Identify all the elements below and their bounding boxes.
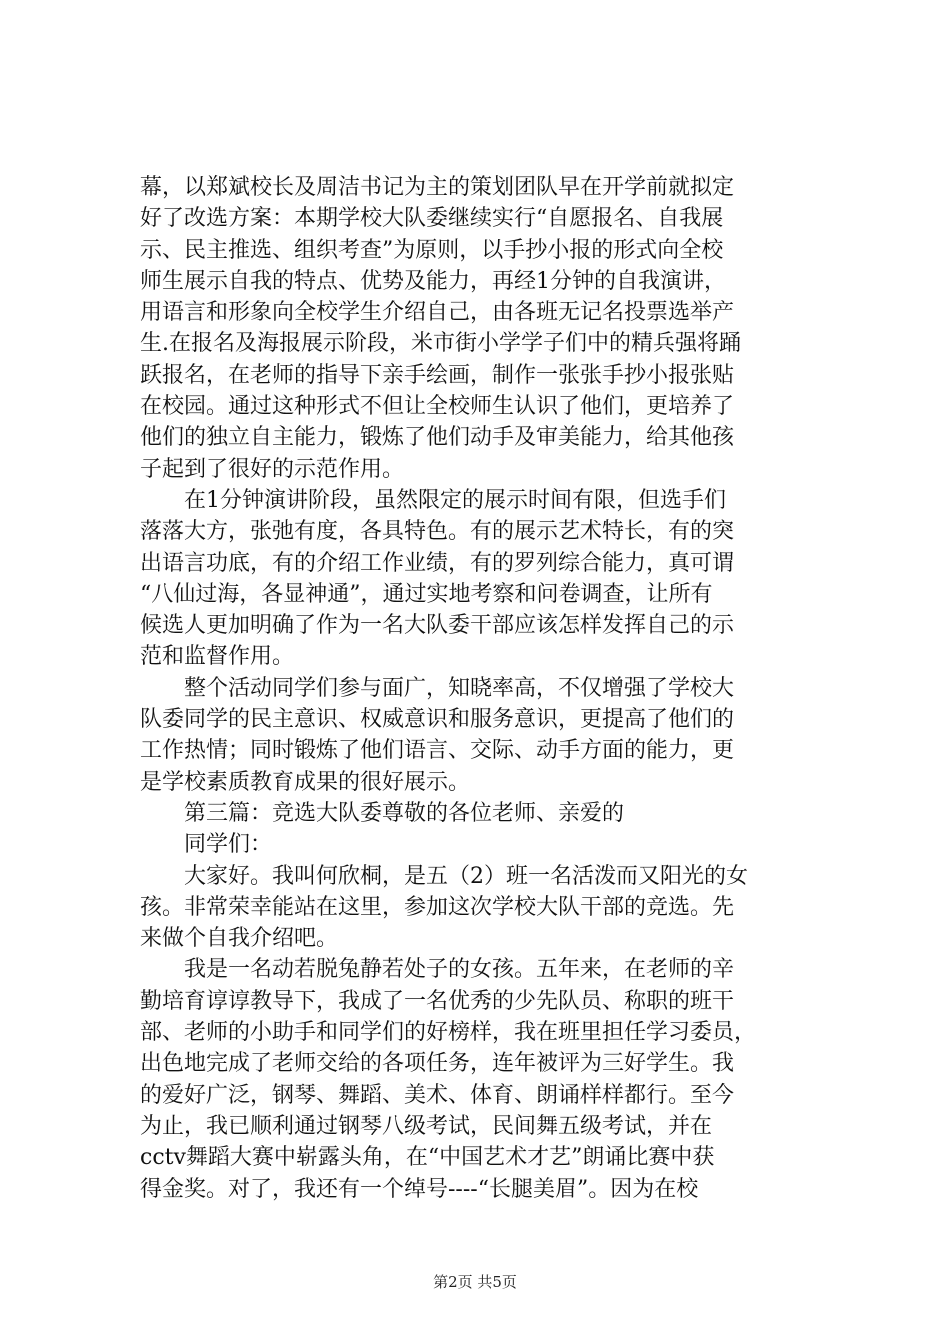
document-body bbox=[140, 172, 840, 1205]
text-line: 生.在报名及海报展示阶段，米市街小学学子们中的精兵强将踊 bbox=[140, 331, 741, 357]
text-line: 整个活动同学们参与面广，知晓率高，不仅增强了学校大 bbox=[140, 675, 735, 701]
text-line: 幕，以郑斌校长及周洁书记为主的策划团队早在开学前就拟定 bbox=[140, 175, 735, 200]
text-line: 在校园。通过这种形式不但让全校师生认识了他们，更培养了 bbox=[140, 394, 735, 420]
text-line: “八仙过海，各显神通”，通过实地考察和问卷调查，让所有 bbox=[140, 581, 713, 607]
text-line: 孩。非常荣幸能站在这里，参加这次学校大队干部的竞选。先 bbox=[140, 894, 735, 920]
text-line: 用语言和形象向全校学生介绍自己，由各班无记名投票选举产 bbox=[140, 300, 735, 326]
page-footer bbox=[0, 1272, 950, 1292]
text-line: cctv舞蹈大赛中崭露头角，在“中国艺术才艺”朗诵比赛中获 bbox=[140, 1145, 715, 1171]
text-line: 师生展示自我的特点、优势及能力，再经1分钟的自我演讲， bbox=[140, 268, 726, 294]
text-line: 候选人更加明确了作为一名大队委干部应该怎样发挥自己的示 bbox=[140, 613, 735, 639]
text-line: 出色地完成了老师交给的各项任务，连年被评为三好学生。我 bbox=[140, 1051, 735, 1077]
text-line: 队委同学的民主意识、权威意识和服务意识，更提高了他们的 bbox=[140, 707, 735, 733]
text-line: 跃报名，在老师的指导下亲手绘画，制作一张张手抄小报张贴 bbox=[140, 362, 735, 388]
text-line: 好了改选方案：本期学校大队委继续实行“自愿报名、自我展 bbox=[140, 206, 724, 232]
section-heading: 第三篇：竞选大队委尊敬的各位老师、亲爱的 bbox=[140, 800, 625, 826]
text-line: 在1分钟演讲阶段，虽然限定的展示时间有限，但选手们 bbox=[140, 487, 726, 513]
text-line: 出语言功底，有的介绍工作业绩，有的罗列综合能力，真可谓 bbox=[140, 550, 735, 576]
page-number-label: 第2页 共5页 bbox=[433, 1273, 517, 1291]
text-line: 的爱好广泛，钢琴、舞蹈、美术、体育、朗诵样样都行。至今 bbox=[140, 1082, 735, 1108]
text-line: 我是一名动若脱兔静若处子的女孩。五年来，在老师的辛 bbox=[140, 957, 735, 983]
text-line: 子起到了很好的示范作用。 bbox=[140, 456, 405, 482]
text-line: 是学校素质教育成果的很好展示。 bbox=[140, 769, 471, 795]
text-line: 他们的独立自主能力，锻炼了他们动手及审美能力，给其他孩 bbox=[140, 425, 735, 451]
text-line: 大家好。我叫何欣桐，是五（2）班一名活泼而又阳光的女 bbox=[140, 863, 748, 889]
text-line: 示、民主推选、组织考查”为原则，以手抄小报的形式向全校 bbox=[140, 237, 724, 263]
text-line: 落落大方，张弛有度，各具特色。有的展示艺术特长，有的突 bbox=[140, 519, 735, 545]
text-line: 部、老师的小助手和同学们的好榜样，我在班里担任学习委员， bbox=[140, 1020, 757, 1046]
text-line: 为止，我已顺利通过钢琴八级考试，民间舞五级考试，并在 bbox=[140, 1113, 713, 1139]
salutation-line: 同学们： bbox=[140, 832, 273, 858]
text-line: 范和监督作用。 bbox=[140, 644, 295, 670]
text-line: 得金奖。对了，我还有一个绰号----“长腿美眉”。因为在校 bbox=[140, 1176, 699, 1202]
text-line: 勤培育谆谆教导下，我成了一名优秀的少先队员、称职的班干 bbox=[140, 988, 735, 1014]
text-line: 来做个自我介绍吧。 bbox=[140, 926, 339, 952]
text-line: 工作热情；同时锻炼了他们语言、交际、动手方面的能力，更 bbox=[140, 738, 735, 764]
